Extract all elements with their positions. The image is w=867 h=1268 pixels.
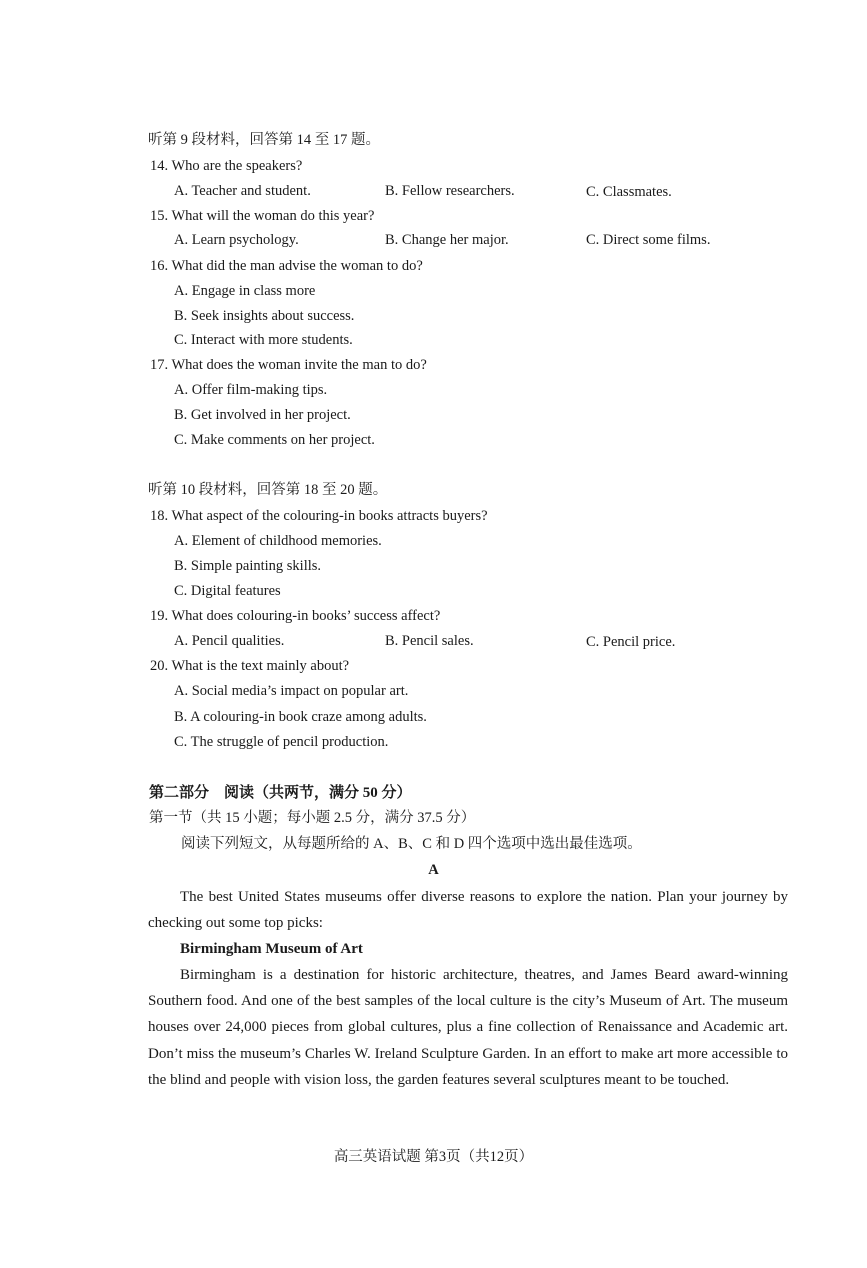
q18-option-b: B. Simple painting skills. [174,558,322,574]
intro-paragraph: The best United States museums offer diverse reasons to explore the nation. Plan your journey by checking out some top picks: [148,889,788,932]
q19-option-a: A. Pencil qualities. [174,633,285,649]
q18-option-a: A. Element of childhood memories. [174,533,382,549]
q20-stem: 20. What is the text mainly about? [150,658,350,674]
museum-title: Birmingham Museum of Art [180,941,363,957]
q17-option-a: A. Offer film-making tips. [174,382,328,398]
q20-option-b: B. A colouring-in book craze among adults. [174,709,427,725]
q14-stem: 14. Who are the speakers? [150,158,303,174]
q14-option-c: C. Classmates. [586,184,672,200]
museum-paragraph: Birmingham is a destination for historic architecture, theatres, and James Beard award-winning Southern food. And one of the best samples of the local culture is the city’s Museum of Art. The museum houses over 24,000 pieces from global cultures, plus a fine collection of Renaissance and Academic art. Don’t miss the museum’s Charles W. Ireland Sculpture Garden. In an effort to make art more accessible to the blind and people with vision loss, the garden features several sculptures meant to be touched. [148,967,788,1088]
section-one-title: 第一节（共 15 小题；每小题 2.5 分，满分 37.5 分） [149,810,476,826]
q19-option-c: C. Pencil price. [586,634,676,650]
q17-stem: 17. What does the woman invite the man to do? [150,357,427,373]
group10-header: 听第 10 段材料，回答第 18 至 20 题。 [148,482,388,498]
q15-option-c: C. Direct some films. [586,232,711,248]
q19-option-b: B. Pencil sales. [385,633,474,649]
q14-option-b: B. Fellow researchers. [385,183,515,199]
q18-stem: 18. What aspect of the colouring-in books attracts buyers? [150,508,488,524]
q15-stem: 15. What will the woman do this year? [150,208,375,224]
q20-option-c: C. The struggle of pencil production. [174,734,389,750]
q20-option-a: A. Social media’s impact on popular art. [174,683,409,699]
page-footer: 高三英语试题 第3页（共12页） [333,1149,534,1165]
part-two-title: 第二部分 阅读（共两节，满分 50 分） [149,785,412,801]
museum-body [148,962,788,1093]
passage-letter: A [428,862,439,878]
q19-stem: 19. What does colouring-in books’ success affect? [150,608,441,624]
q16-option-a: A. Engage in class more [174,283,316,299]
q14-option-a: A. Teacher and student. [174,183,311,199]
q18-option-c: C. Digital features [174,583,281,599]
q16-option-c: C. Interact with more students. [174,332,353,348]
passage-intro [148,884,788,936]
q15-option-b: B. Change her major. [385,232,509,248]
reading-instruction: 阅读下列短文，从每题所给的 A、B、C 和 D 四个选项中选出最佳选项。 [181,836,642,852]
q16-option-b: B. Seek insights about success. [174,308,355,324]
q17-option-c: C. Make comments on her project. [174,432,375,448]
q17-option-b: B. Get involved in her project. [174,407,351,423]
group9-header: 听第 9 段材料，回答第 14 至 17 题。 [148,132,380,148]
q15-option-a: A. Learn psychology. [174,232,299,248]
q16-stem: 16. What did the man advise the woman to do? [150,258,423,274]
